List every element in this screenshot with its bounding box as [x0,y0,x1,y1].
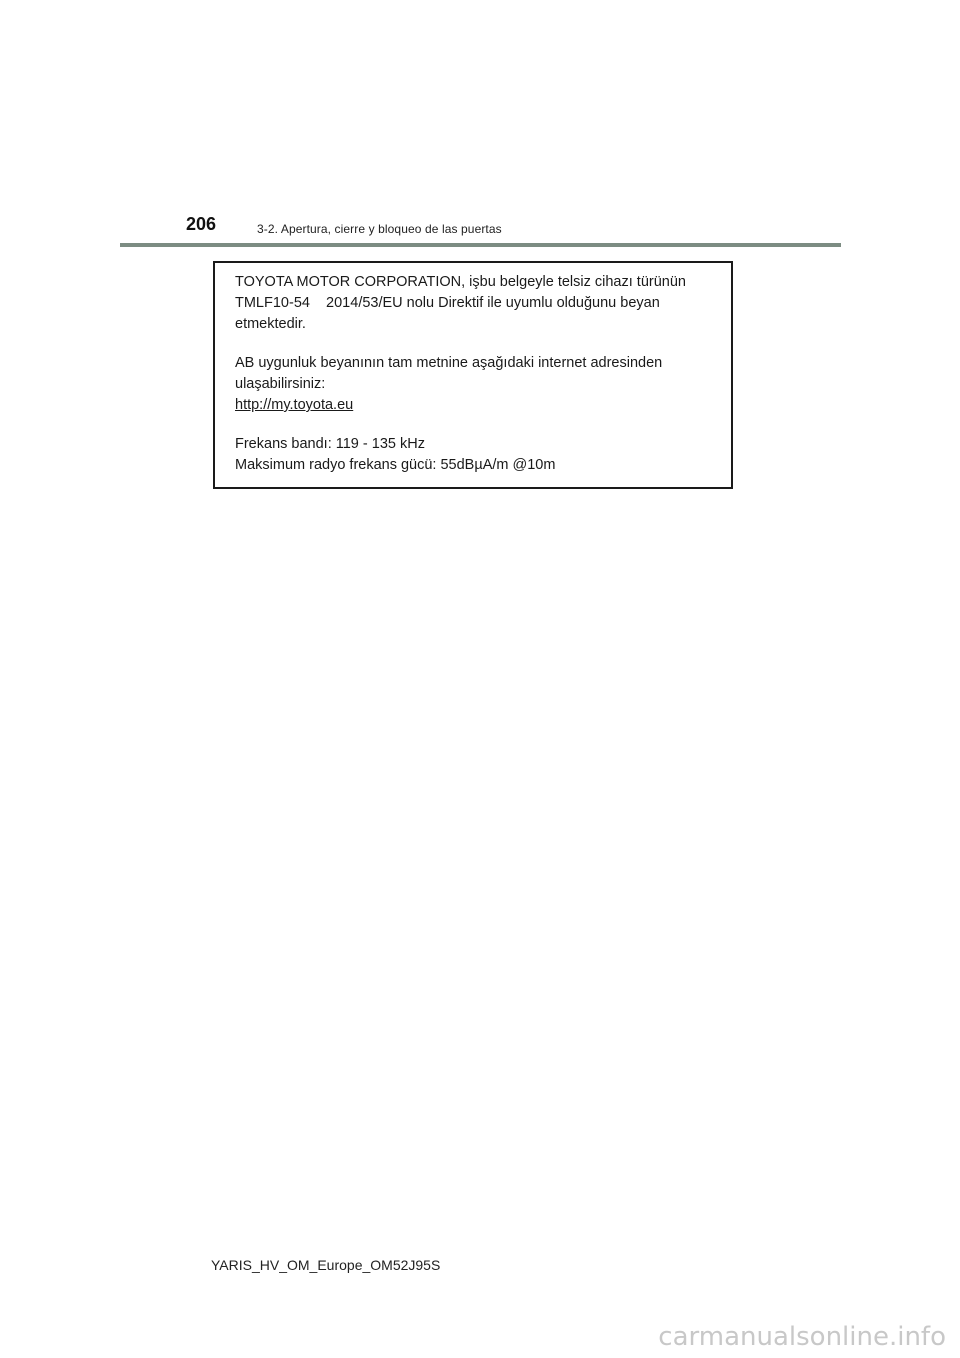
declaration-line: TMLF10-54 2014/53/EU nolu Direktif ile uyumlu olduğunu beyan [235,295,660,311]
section-title: 3-2. Apertura, cierre y bloqueo de las puertas [257,222,502,236]
declaration-box [213,261,733,489]
declaration-line: AB uygunluk beyanının tam metnine aşağıdaki internet adresinden [235,355,663,371]
watermark: carmanualsonline.info [658,1322,946,1352]
declaration-line: etmektedir. [235,316,306,332]
declaration-line: ulaşabilirsiniz: [235,376,326,392]
max-rf-power: Maksimum radyo frekans gücü: 55dBµA/m @10m [235,457,556,473]
frequency-band: Frekans bandı: 119 - 135 kHz [235,436,425,452]
toyota-eu-link[interactable]: http://my.toyota.eu [235,397,354,413]
page-number: 206 [186,214,217,234]
declaration-paragraph-1 [235,272,731,335]
declaration-paragraph-2 [235,353,731,416]
declaration-paragraph-3 [235,434,731,476]
footer-doc-id: YARIS_HV_OM_Europe_OM52J95S [211,1257,441,1273]
header-rule [120,243,841,247]
declaration-line: TOYOTA MOTOR CORPORATION, işbu belgeyle telsiz cihazı türünün [235,274,686,290]
